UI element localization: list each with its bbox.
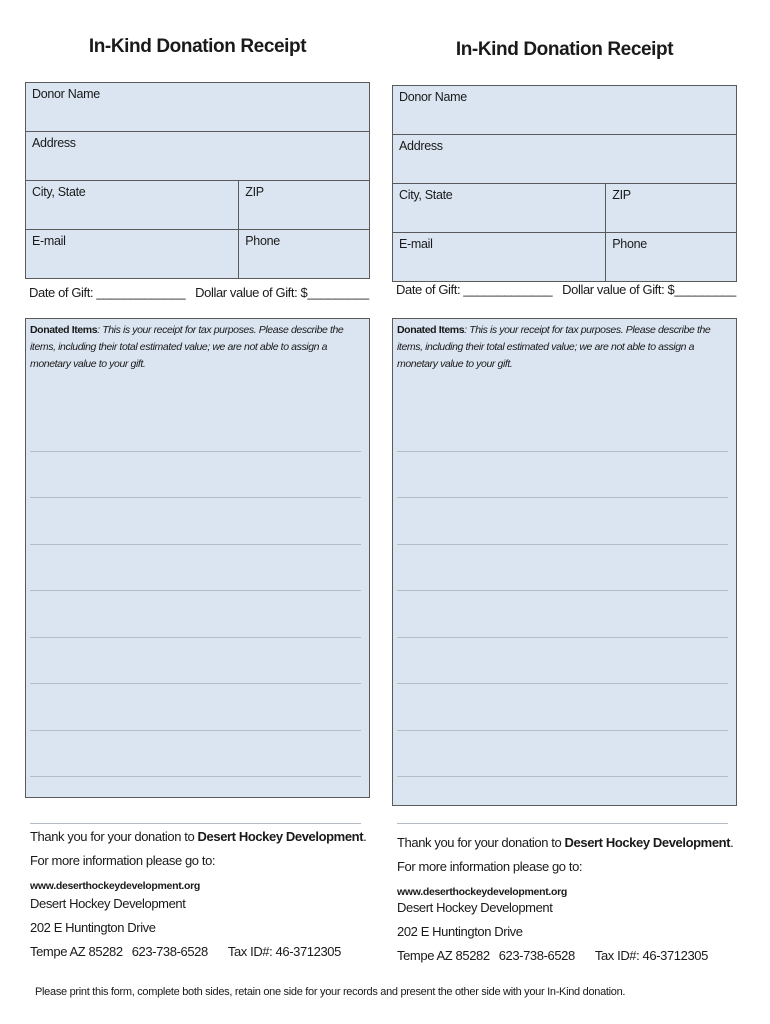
donated-items-label: Donated Items [30,324,98,336]
org-line: Desert Hockey Development [30,896,186,911]
print-instructions: Please print this form, complete both sides, retain one side for your records and present the other side with your In-Kind donation. [35,986,626,998]
org-name: Desert Hockey Development [564,835,731,850]
item-line[interactable] [397,498,728,545]
dollar-value-field[interactable]: Dollar value of Gift: $_________ [195,285,369,300]
item-line[interactable] [30,545,361,592]
item-line[interactable] [30,498,361,545]
receipt-title: In-Kind Donation Receipt [88,36,307,57]
donor-name-label: Donor Name [32,87,100,101]
gift-line [396,282,741,297]
item-line[interactable] [397,452,728,499]
street-line: 202 E Huntington Drive [397,924,523,939]
website-link[interactable]: www.deserthockeydevelopment.org [397,886,568,898]
email-label: E-mail [32,234,66,248]
zip-label: ZIP [612,188,631,202]
donated-items-box[interactable] [25,318,370,798]
thanks-prefix: Thank you for your donation to [30,829,198,844]
receipt-right [392,3,737,993]
thank-you-text [30,825,375,898]
street-line: 202 E Huntington Drive [30,920,156,935]
address-label: Address [32,136,76,150]
item-line[interactable] [30,731,361,778]
donated-items-instructions [26,319,369,373]
item-line[interactable] [30,777,361,824]
website-link[interactable]: www.deserthockeydevelopment.org [30,880,201,892]
city-state-label: City, State [399,188,453,202]
info-prefix: For more information please go to: [30,853,216,868]
thanks-prefix: Thank you for your donation to [397,835,565,850]
item-line[interactable] [397,405,728,452]
zip-field[interactable] [606,184,737,233]
item-lines [397,405,728,824]
tax-id: Tax ID#: 46-3712305 [594,948,708,963]
item-line[interactable] [397,591,728,638]
thanks-suffix: . [363,829,367,844]
receipt-title: In-Kind Donation Receipt [455,39,674,60]
item-line[interactable] [397,684,728,731]
donor-info-table [392,85,737,282]
zip-field[interactable] [239,181,370,230]
city-state-label: City, State [32,185,86,199]
city-state-field[interactable] [393,184,606,233]
dollar-value-field[interactable]: Dollar value of Gift: $_________ [562,282,736,297]
org-phone: 623-738-6528 [131,944,208,959]
info-prefix: For more information please go to: [397,859,583,874]
item-line[interactable] [397,777,728,824]
gift-line [29,285,374,300]
item-line[interactable] [397,545,728,592]
phone-label: Phone [245,234,280,248]
item-line[interactable] [30,405,361,452]
org-address [30,892,375,964]
item-lines [30,405,361,824]
city-zip: Tempe AZ 85282 [397,948,490,963]
date-of-gift-field[interactable]: Date of Gift: _____________ [29,285,186,300]
address-label: Address [399,139,443,153]
donated-items-box[interactable] [392,318,737,806]
donated-items-instructions [393,319,736,373]
date-of-gift-field[interactable]: Date of Gift: _____________ [396,282,553,297]
phone-label: Phone [612,237,647,251]
donor-name-field[interactable] [393,86,737,135]
phone-field[interactable] [239,230,370,279]
receipt-left [25,0,370,990]
thank-you-text [397,831,742,904]
item-line[interactable] [30,452,361,499]
item-line[interactable] [30,591,361,638]
item-line[interactable] [30,638,361,685]
city-state-field[interactable] [26,181,239,230]
org-phone: 623-738-6528 [498,948,575,963]
donor-info-table [25,82,370,279]
tax-id: Tax ID#: 46-3712305 [227,944,341,959]
org-line: Desert Hockey Development [397,900,553,915]
item-line[interactable] [397,638,728,685]
donated-items-text: : This is your receipt for tax purposes. Please describe the items, including their total estimated value; we are not able to assign a monetary value to your gift. [397,324,711,370]
phone-field[interactable] [606,233,737,282]
email-label: E-mail [399,237,433,251]
donor-name-field[interactable] [26,83,370,132]
city-zip: Tempe AZ 85282 [30,944,123,959]
item-line[interactable] [30,684,361,731]
email-field[interactable] [26,230,239,279]
org-name: Desert Hockey Development [197,829,364,844]
address-field[interactable] [26,132,370,181]
item-line[interactable] [397,731,728,778]
donated-items-label: Donated Items [397,324,465,336]
org-address [397,896,742,968]
donated-items-text: : This is your receipt for tax purposes. Please describe the items, including their total estimated value; we are not able to assign a monetary value to your gift. [30,324,344,370]
thanks-suffix: . [730,835,734,850]
donor-name-label: Donor Name [399,90,467,104]
zip-label: ZIP [245,185,264,199]
address-field[interactable] [393,135,737,184]
email-field[interactable] [393,233,606,282]
